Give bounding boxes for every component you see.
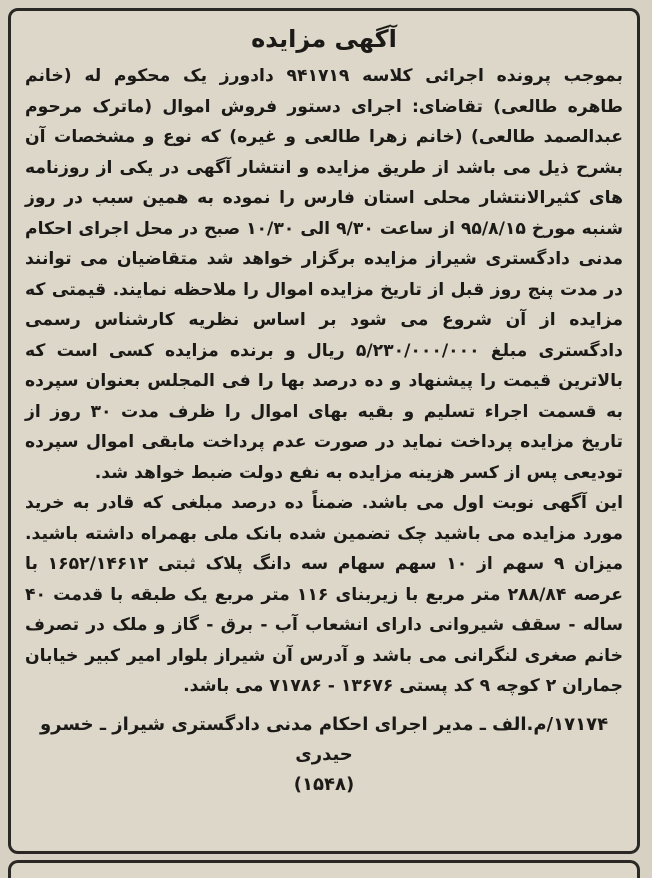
notice-code: (۱۵۴۸) <box>293 773 355 795</box>
notice-paragraph-auction-terms: بموجب پرونده اجرائی کلاسه ۹۴۱۷۱۹ دادورز یک محکوم له (خانم طاهره طالعی) تقاضای: اجرای دستور فروش اموال (ماترک مرحوم عبدالصمد طالعی) (خانم زهرا طالعی و غیره) که نوع و مشخصات آن بشرح ذیل می باشد از طریق مزایده و انتشار آگهی در یکی از روزنامه های کثیرالانتشار محلی استان فارس را نموده به همین سبب در روز شنبه مورخ ۹۵/۸/۱۵ از ساعت ۹/۳۰ الی ۱۰/۳۰ صبح در محل اجرای احکام مدنی دادگستری شیراز مزایده برگزار خواهد شد متقاضیان می توانند در مدت پنج روز قبل از تاریخ مزایده اموال را ملاحظه نمایند. قیمتی که مزایده از آن شروع می شود بر اساس نظریه کارشناس رسمی دادگستری مبلغ ۵/۲۳۰/۰۰۰/۰۰۰ ریال و برنده مزایده کسی است که بالاترین قیمت را پیشنهاد و ده درصد بها را فی المجلس بعنوان سپرده به قسمت اجراء تسلیم و بقیه بهای اموال را ظرف مدت ۳۰ روز از تاریخ مزایده پرداخت نماید در صورت عدم پرداخت مابقی اموال سپرده تودیعی پس از کسر هزینه مزایده به نفع دولت ضبط خواهد شد. <box>25 66 623 483</box>
next-notice-border <box>8 860 640 878</box>
notice-paragraph-property-details: این آگهی نوبت اول می باشد. ضمناً ده درصد مبلغی که قادر به خرید مورد مزایده می باشید چک تضمین شده بانک ملی بهمراه داشته باشید. میزان ۹ سهم از ۱۰ سهم سهام سه دانگ پلاک ثبتی ۱۶۵۲/۱۴۶۱۲ با عرصه ۲۸۸/۸۴ متر مربع با زیربنای ۱۱۶ متر مربع یک طبقه با قدمت ۴۰ ساله - سقف شیروانی دارای انشعاب آب - برق - گاز و ملک در تصرف خانم صغری لنگرانی می باشد و آدرس آن شیراز بلوار امیر کبیر خیابان جماران ۲ کوچه ۹ کد پستی ۱۳۶۷۶ - ۷۱۷۸۶ می باشد. <box>25 493 624 696</box>
notice-body <box>11 55 637 800</box>
notice-title: آگهی مزایده <box>251 25 397 53</box>
auction-notice <box>8 8 640 854</box>
notice-signature: ۱۷۱۷۴/م.الف ـ مدیر اجرای احکام مدنی دادگستری شیراز ـ خسرو حیدری <box>39 713 609 765</box>
